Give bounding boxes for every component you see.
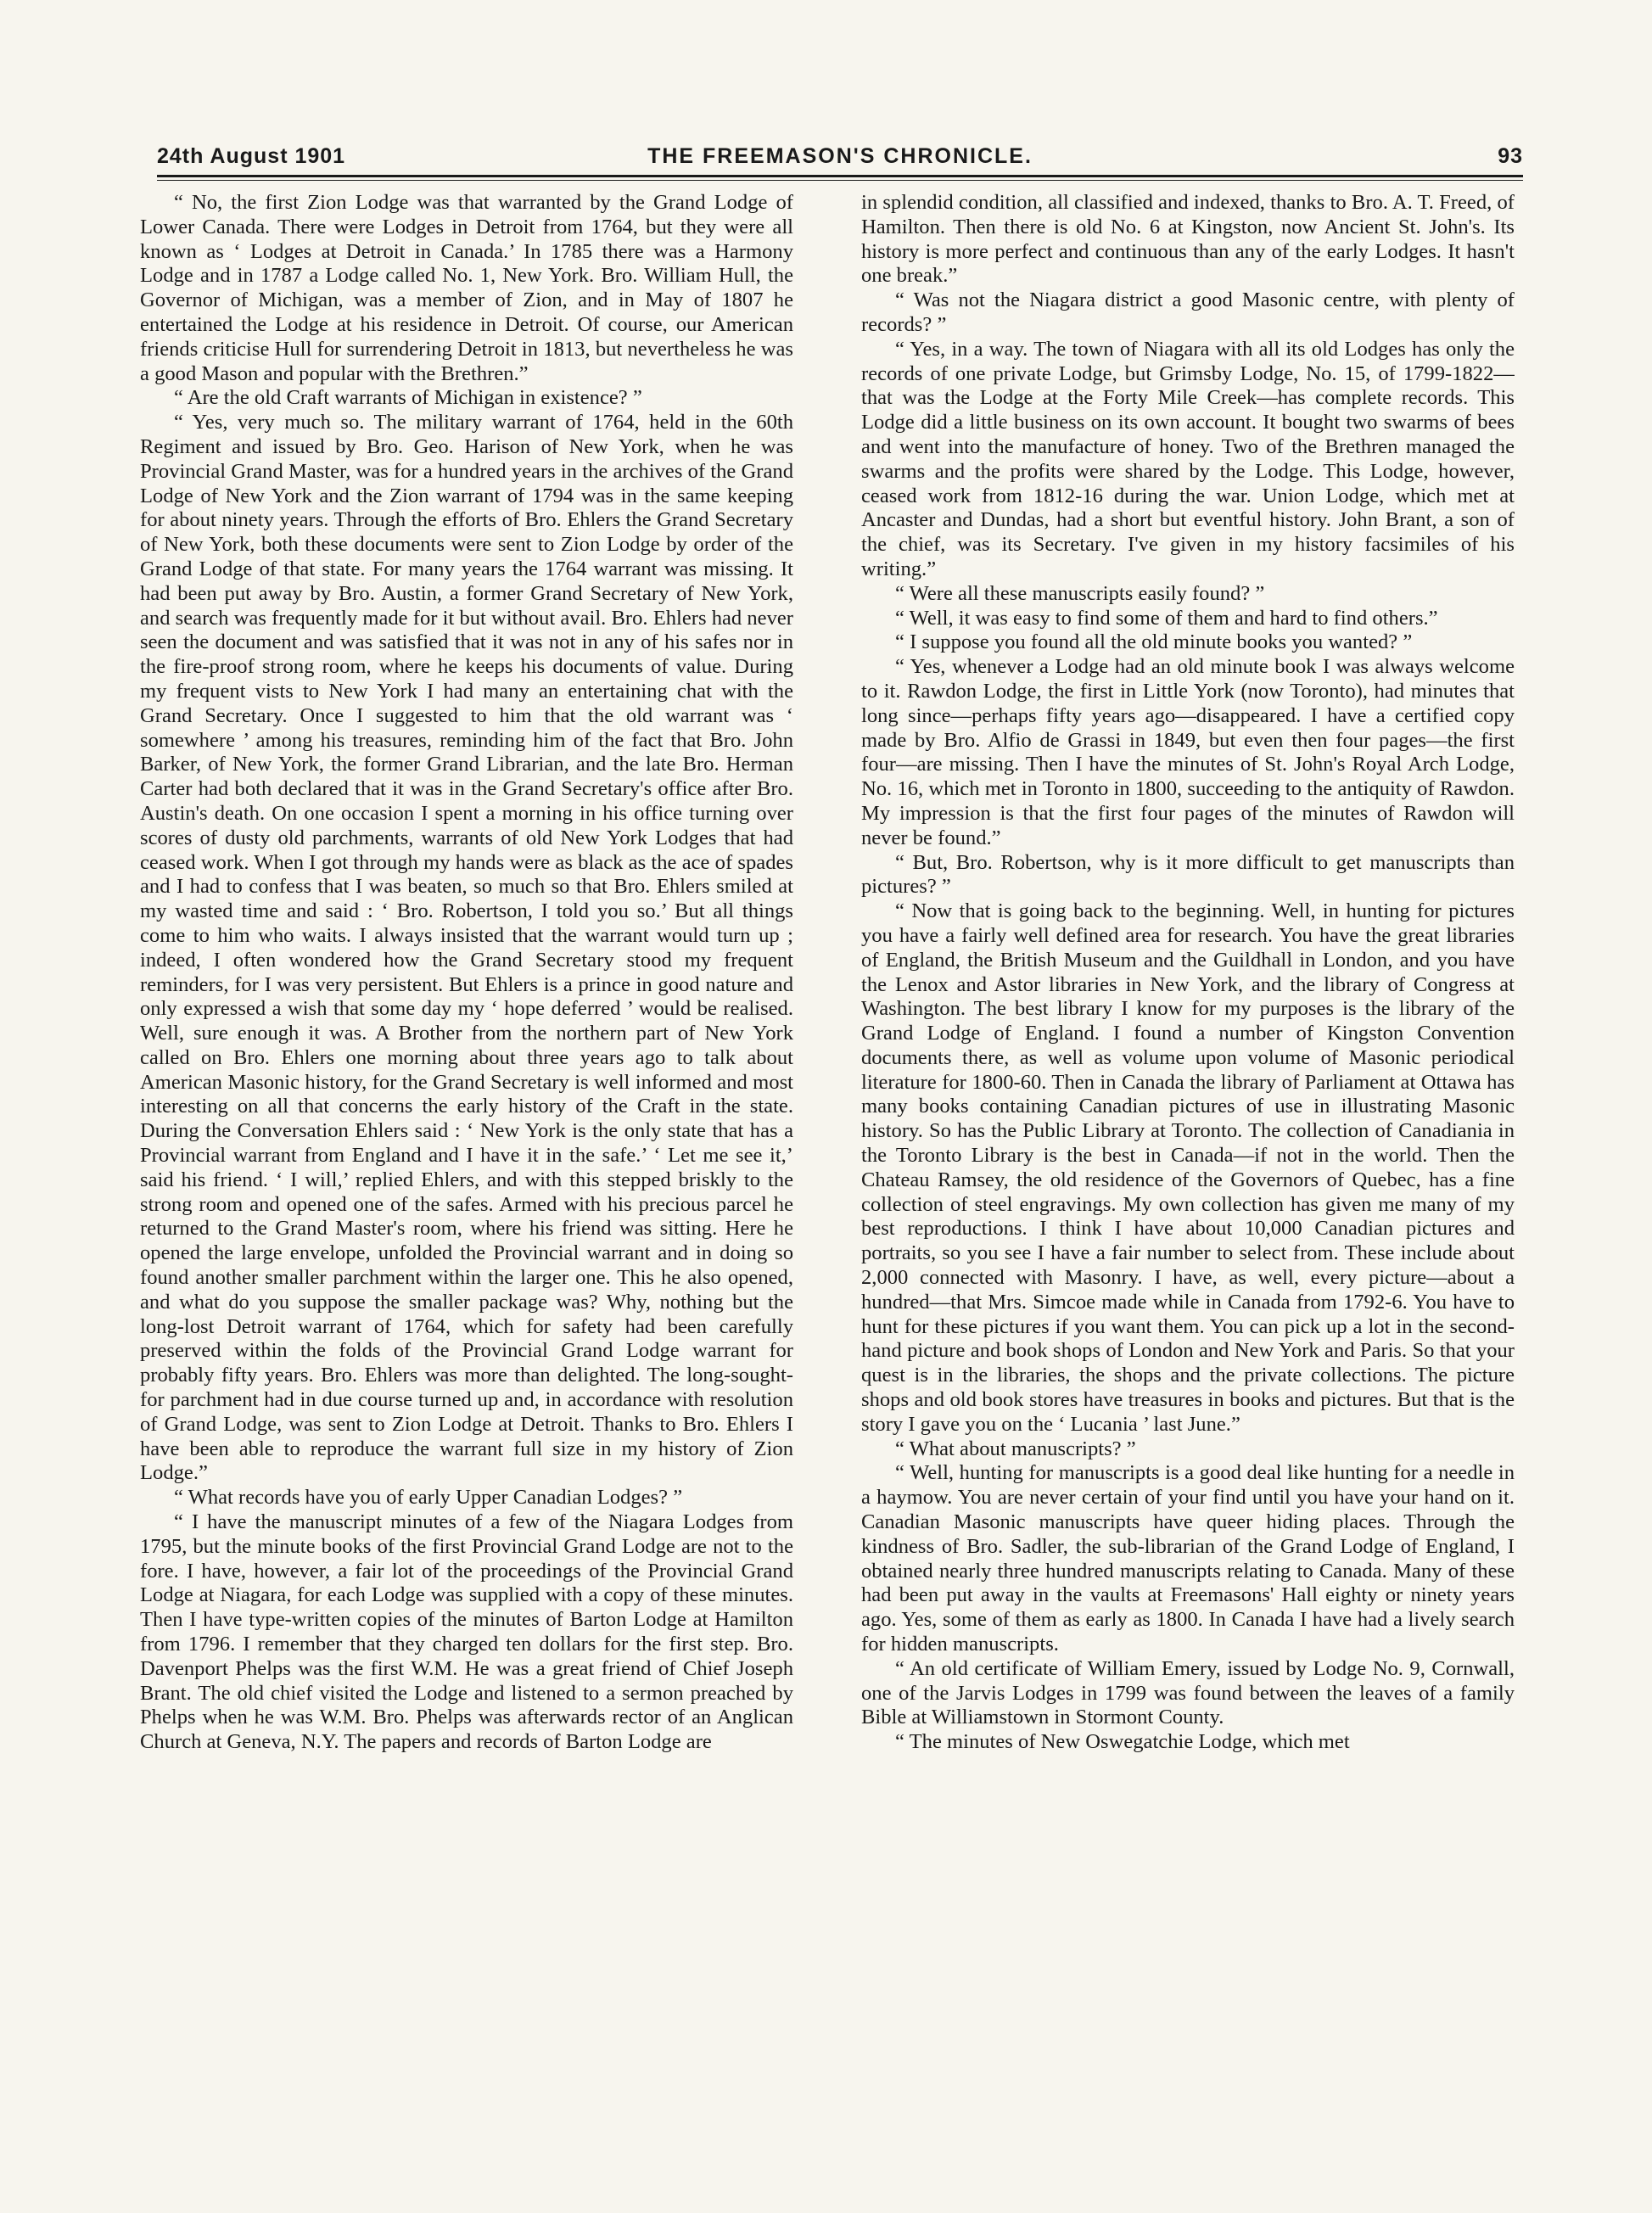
paragraph: “ Yes, whenever a Lodge had an old minute book I was always welcome to it. Rawdon Lodge, the first in Little York (now Toronto), had minutes that long since—perhaps fifty years ago—disappeared. I have a certified copy made by Bro. Alfio de Grassi in 1849, but even then four pages—the first four—are missing. Then I have the minutes of St. John's Royal Arch Lodge, No. 16, which met in Toronto in 1800, succeeding to the antiquity of Rawdon. My impression is that the first four pages of the minutes of Rawdon will never be found.” — [861, 655, 1515, 849]
paragraph: “ I have the manuscript minutes of a few of the Niagara Lodges from 1795, but the minute books of the first Provincial Grand Lodge are not to the fore. I have, however, a fair lot of the proceedings of the Provincial Grand Lodge at Niagara, for each Lodge was supplied with a copy of these minutes. Then I have type-written copies of the minutes of Barton Lodge at Hamilton from 1796. I remember that they charged ten dollars for the first step. Bro. Davenport Phelps was the first W.M. He was a great friend of Chief Joseph Brant. The old chief visited the Lodge and listened to a sermon preached by Phelps when he was W.M. Bro. Phelps was afterwards rector of an Anglican Church at Geneva, N.Y. The papers and records of Barton Lodge are — [140, 1510, 793, 1754]
paragraph: “ Well, it was easy to find some of them and hard to find others.” — [895, 606, 1438, 630]
issue-date: 24th August 1901 — [157, 144, 346, 168]
paragraph: “ Are the old Craft warrants of Michigan in existence? ” — [174, 386, 642, 410]
paragraph: “ Now that is going back to the beginning. Well, in hunting for pictures you have a fairly well defined area for research. You have the great libraries of England, the British Museum and the Guildhall in London, and you have the Lenox and Astor libraries in New York, and the library of Congress at Washington. The best library I know for my purposes is the library of the Grand Lodge of England. I found a number of Kingston Convention documents there, as well as volume upon volume of Masonic periodical literature for 1800-60. Then in Canada the library of Parliament at Ottawa has many books containing Canadian pictures of use in illustrating Masonic history. So has the Public Library at Toronto. The collection of Canadiania in the Toronto Library is the best in Canada—if not in the world. Then the Chateau Ramsey, the old residence of the Governors of Quebec, has a fine collection of steel engravings. My own collection has given me many of my best reproductions. I think I have about 10,000 Canadian pictures and portraits, so you see I have a fair number to select from. These include about 2,000 connected with Masonry. I have, as well, every picture—about a hundred—that Mrs. Simcoe made while in Canada from 1792-6. You have to hunt for these pictures if you want them. You can pick up a lot in the second-hand picture and book shops of London and New York and Paris. So that your quest is in the libraries, the shops and the private collections. The picture shops and old book stores have treasures in books and pictures. But that is the story I gave you on the ‘ Lucania ’ last June.” — [861, 899, 1515, 1436]
header-rule — [157, 175, 1523, 177]
header-rule-thin — [157, 180, 1523, 181]
paragraph: “ No, the first Zion Lodge was that warranted by the Grand Lodge of Lower Canada. There were Lodges in Detroit from 1764, but they were all known as ‘ Lodges at Detroit in Canada.’ In 1785 there was a Harmony Lodge and in 1787 a Lodge called No. 1, New York. Bro. William Hull, the Governor of Michigan, was a member of Zion, and in May of 1807 he entertained the Lodge at his residence in Detroit. Of course, our American friends criticise Hull for surrendering Detroit in 1813, but nevertheless he was a good Mason and popular with the Brethren.” — [140, 191, 793, 385]
paragraph: “ Yes, in a way. The town of Niagara with all its old Lodges has only the records of one private Lodge, but Grimsby Lodge, No. 15, of 1799-1822—that was the Lodge at the Forty Mile Creek—has complete records. This Lodge did a little business on its own account. It bought two swarms of bees and went into the manufacture of honey. Two of the Brethren managed the swarms and the profits were shared by the Lodge. This Lodge, however, ceased work from 1812-16 during the war. Union Lodge, which met at Ancaster and Dundas, had a short but eventful history. John Brant, a son of the chief, was its Secretary. I've given in my history facsimiles of his writing.” — [861, 337, 1515, 580]
paragraph: “ Were all these manuscripts easily found? ” — [895, 581, 1265, 605]
paragraph: in splendid condition, all classified and indexed, thanks to Bro. A. T. Freed, of Hamilton. Then there is old No. 6 at Kingston, now Ancient St. John's. Its history is more perfect and continuous than any of the early Lodges. It hasn't one break.” — [861, 191, 1515, 288]
publication-title: THE FREEMASON'S CHRONICLE. — [647, 144, 1033, 168]
paragraph: “ I suppose you found all the old minute books you wanted? ” — [895, 630, 1413, 654]
left-column — [140, 191, 793, 2164]
paragraph: “ But, Bro. Robertson, why is it more difficult to get manuscripts than pictures? ” — [861, 850, 1515, 899]
paragraph: “ Yes, very much so. The military warrant of 1764, held in the 60th Regiment and issued by Bro. Geo. Harison of New York, when he was Provincial Grand Master, was for a hundred years in the archives of the Grand Lodge of New York and the Zion warrant of 1794 was in the same keeping for about ninety years. Through the efforts of Bro. Ehlers the Grand Secretary of New York, both these documents were sent to Zion Lodge by order of the Grand Lodge of that state. For many years the 1764 warrant was missing. It had been put away by Bro. Austin, a former Grand Secretary of New York, and search was frequently made for it but without avail. Bro. Ehlers had never seen the document and was satisfied that it was not in any of his safes nor in the fire-proof strong room, where he keeps his documents of value. During my frequent vists to New York I had many an entertaining chat with the Grand Secretary. Once I suggested to him that the old warrant was ‘ somewhere ’ among his treasures, reminding him of the fact that Bro. John Barker, of New York, the former Grand Librarian, and the late Bro. Herman Carter had both declared that it was in the Grand Secretary's office after Bro. Austin's death. On one occasion I spent a morning in his office turning over scores of dusty old parchments, warrants of old New York Lodges that had ceased work. When I got through my hands were as black as the ace of spades and I had to confess that I was beaten, so much so that Bro. Ehlers smiled at my wasted time and said : ‘ Bro. Robertson, I told you so.’ But all things come to him who waits. I always insisted that the warrant would turn up ; indeed, I often wondered how the Grand Secretary stood my frequent reminders, for I was very persistent. But Ehlers is a prince in good nature and only expressed a wish that some day my ‘ hope deferred ’ would be realised. Well, sure enough it was. A Brother from the northern part of New York called on Bro. Ehlers one morning about three years ago to talk about American Masonic history, for the Grand Secretary is well informed and most interesting on all that concerns the early history of the Craft in the state. During the Conversation Ehlers said : ‘ New York is the only state that has a Provincial warrant from England and I have it in the safe.’ ‘ Let me see it,’ said his friend. ‘ I will,’ replied Ehlers, and with this stepped briskly to the strong room and opened one of the safes. Armed with his precious parcel he returned to the Grand Master's room, where his friend was sitting. Here he opened the large envelope, unfolded the Provincial warrant and in doing so found another smaller parchment within the larger one. This he also opened, and what do you suppose the smaller package was? Why, nothing but the long-lost Detroit warrant of 1764, which for safety had been carefully preserved within the folds of the Provincial Grand Lodge warrant for probably fifty years. Bro. Ehlers was more than delighted. The long-sought-for parchment had in due course turned up and, in accordance with resolution of Grand Lodge, was sent to Zion Lodge at Detroit. Thanks to Bro. Ehlers I have been able to reproduce the warrant full size in my history of Zion Lodge.” — [140, 411, 793, 1485]
paragraph: “ Was not the Niagara district a good Masonic centre, with plenty of records? ” — [861, 289, 1515, 336]
paragraph: “ What about manuscripts? ” — [895, 1437, 1136, 1460]
page-header — [157, 144, 1523, 176]
page-number: 93 — [1498, 144, 1523, 168]
paragraph: “ The minutes of New Oswegatchie Lodge, which met — [895, 1730, 1350, 1754]
right-column — [861, 191, 1515, 2164]
paragraph: “ What records have you of early Upper Canadian Lodges? ” — [174, 1486, 683, 1510]
paragraph: “ Well, hunting for manuscripts is a good deal like hunting for a needle in a haymow. You are never certain of your find until you have your hand on it. Canadian Masonic manuscripts have queer hiding places. Through the kindness of Bro. Sadler, the sub-librarian of the Grand Lodge of England, I obtained nearly three hundred manuscripts relating to Canada. Many of these had been put away in the vaults at Freemasons' Hall eighty or ninety years ago. Yes, some of them as early as 1800. In Canada I have had a lively search for hidden manuscripts. — [861, 1461, 1515, 1656]
paragraph: “ An old certificate of William Emery, issued by Lodge No. 9, Cornwall, one of the Jarvis Lodges in 1799 was found between the leaves of a family Bible at Williamstown in Stormont County. — [861, 1656, 1515, 1729]
